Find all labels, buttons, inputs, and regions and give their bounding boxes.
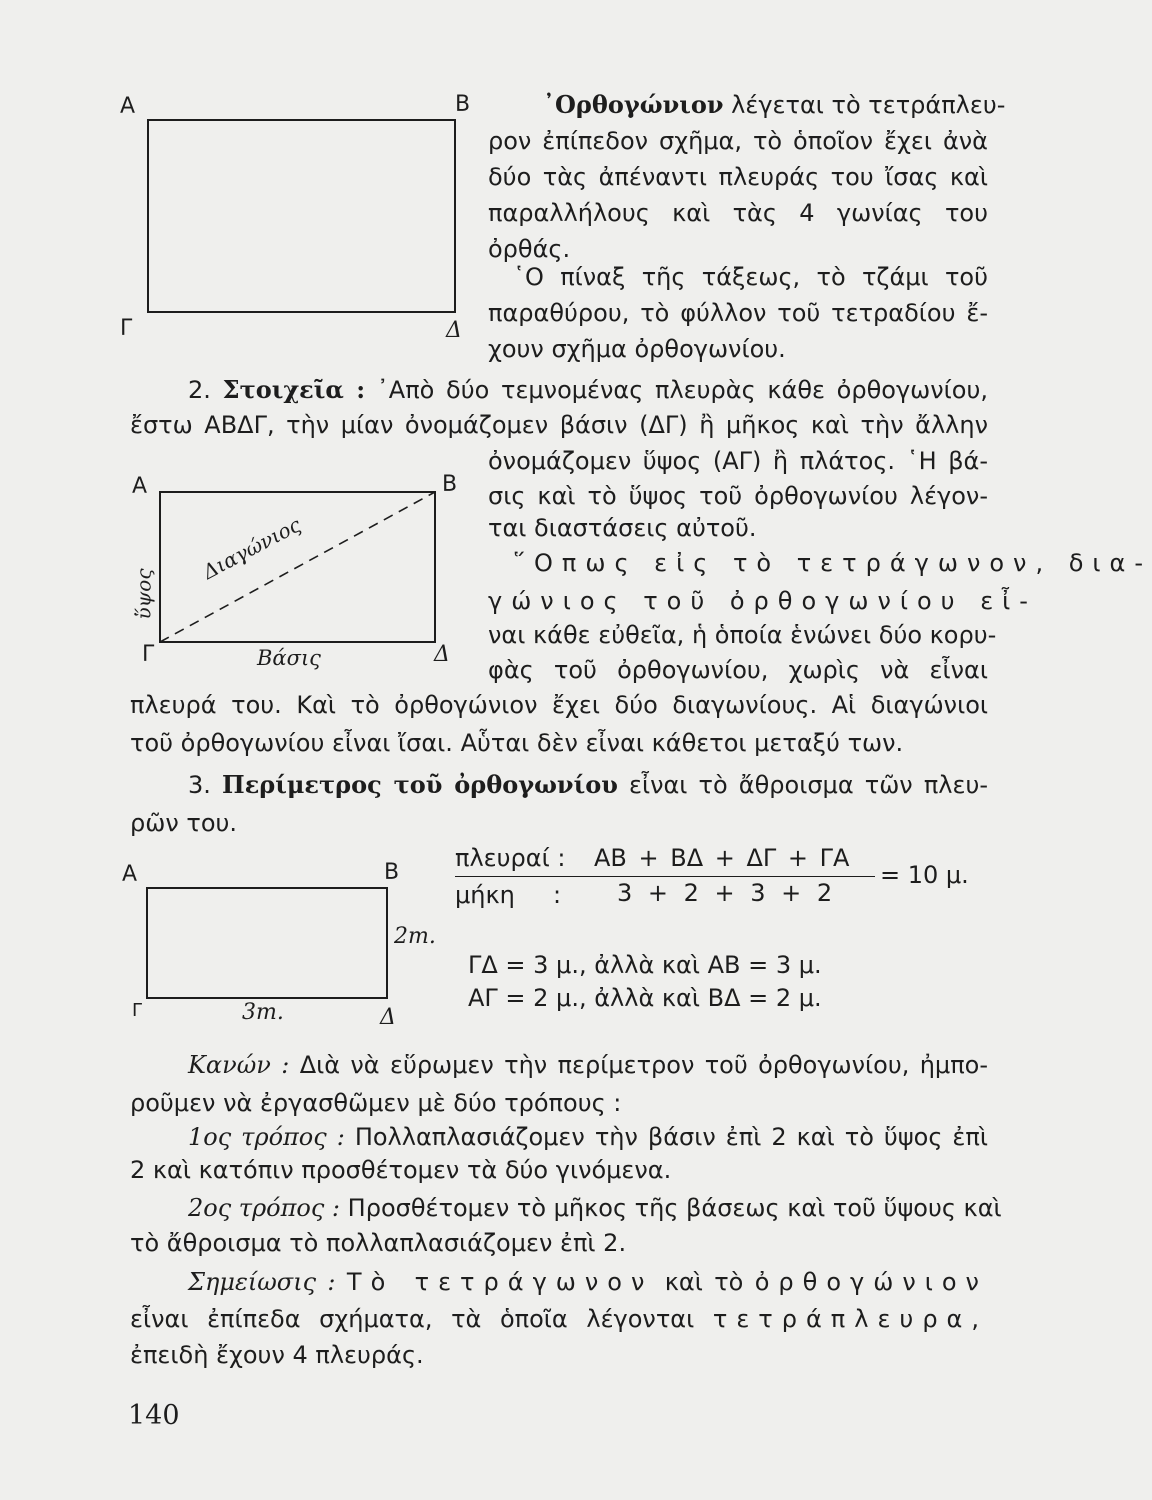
- note-line-1: [188, 1267, 988, 1297]
- para2-line-11: τοῦ ὀρθογωνίου εἶναι ἴσαι. Αὗται δὲν εἶναι κάθετοι μεταξύ των.: [130, 729, 904, 757]
- formula-row1-label: πλευραί :: [455, 844, 566, 872]
- height-label: ὕψος: [131, 568, 156, 620]
- method2-label: 2ος τρόπος :: [188, 1194, 341, 1222]
- para2-line-5: ται διαστάσεις αὐτοῦ.: [488, 514, 757, 542]
- formula-result: = 10 μ.: [880, 861, 969, 889]
- base-label: Βάσις: [257, 646, 321, 670]
- para2-line-4: σις καὶ τὸ ὕψος τοῦ ὀρθογωνίου λέγον-: [488, 482, 988, 510]
- side-height-label: 2m.: [394, 924, 436, 949]
- vertex-b-label: Β: [384, 860, 400, 885]
- para2-line-2: ἔστω ΑΒΔΓ, τὴν μίαν ὀνομάζομεν βάσιν (ΔΓ) ἢ μῆκος καὶ τὴν ἄλλην: [130, 411, 988, 439]
- para1-line-7: παραθύρου, τὸ φύλλον τοῦ τετραδίου ἔ-: [488, 299, 988, 327]
- method2-line-2: τὸ ἄθροισμα τὸ πολλαπλασιάζομεν ἐπὶ 2.: [130, 1229, 627, 1257]
- formula-row2-expr: 3 + 2 + 3 + 2: [617, 879, 833, 907]
- note-line-2: [130, 1304, 988, 1334]
- term-perimetros: Περίμετρος τοῦ ὀρθογωνίου: [222, 770, 618, 799]
- text: Τὸ τετράγωνον: [346, 1268, 654, 1296]
- vertex-d-label: Δ: [446, 318, 462, 343]
- figure-rectangle-1: [110, 88, 480, 348]
- para2-line-8: ναι κάθε εὐθεῖα, ἡ ὁποία ἑνώνει δύο κορυ-: [488, 621, 997, 649]
- vertex-a-label: Α: [120, 94, 136, 119]
- text: καὶ τὸ: [664, 1268, 744, 1296]
- vertex-g-label: Γ: [120, 316, 133, 341]
- text: εἶναι τὸ ἄθροισμα τῶν πλευ-: [628, 771, 988, 799]
- para1-line-6: ῾Ο πίναξ τῆς τάξεως, τὸ τζάμι τοῦ: [513, 263, 988, 291]
- text: λέγεται τὸ τετράπλευ-: [731, 91, 1006, 119]
- para1-line-4: παραλλήλους καὶ τὰς 4 γωνίας του: [488, 199, 988, 227]
- vertex-b-label: Β: [455, 92, 471, 117]
- vertex-a-label: Α: [132, 474, 148, 499]
- text: ᾿Απὸ δύο τεμνομένας πλευρὰς κάθε ὀρθογωνίου,: [376, 376, 988, 404]
- text: Διὰ νὰ εὕρωμεν τὴν περίμετρον τοῦ ὀρθογωνίου, ἠμπο-: [299, 1051, 988, 1079]
- vertex-a-label: Α: [122, 862, 138, 887]
- vertex-d-label: Δ: [434, 642, 450, 667]
- para3-line-2: ρῶν του.: [130, 809, 238, 837]
- para1-line-3: δύο τὰς ἀπέναντι πλευράς του ἴσας καὶ: [488, 163, 988, 191]
- formula-row2-colon: :: [553, 881, 562, 909]
- formula-row2-label: μήκη: [455, 881, 515, 909]
- para1-line-5: ὀρθάς.: [488, 235, 571, 263]
- method2-line-1: [188, 1193, 1002, 1223]
- page-number: 140: [128, 1400, 180, 1431]
- formula-row1-expr: ΑΒ + ΒΔ + ΔΓ + ΓΑ: [594, 844, 850, 872]
- section-number: 3.: [188, 771, 211, 799]
- method1-line-1: [188, 1122, 988, 1152]
- para2-line-6: ῞Οπως εἰς τὸ τετράγωνον, δια-: [513, 549, 1152, 577]
- figure-rectangle-3: [112, 860, 442, 1040]
- rectangle-1-drawing: [110, 88, 480, 348]
- section-number: 2.: [188, 376, 211, 404]
- rule-label: Κανών :: [188, 1051, 290, 1079]
- rule-line-2: ροῦμεν νὰ ἐργασθῶμεν μὲ δύο τρόπους :: [130, 1089, 622, 1117]
- para2-line-10: πλευρά του. Καὶ τὸ ὀρθογώνιον ἔχει δύο διαγωνίους. Αἱ διαγώνιοι: [130, 691, 988, 719]
- formula-eq-1: ΓΔ = 3 μ., ἀλλὰ καὶ ΑΒ = 3 μ.: [468, 951, 822, 979]
- fraction-bar: [455, 876, 875, 877]
- text: τετράπλευρα,: [712, 1305, 988, 1333]
- text: ὀρθογώνιον: [754, 1268, 988, 1296]
- term-orthogonion: ᾿Ορθογώνιον: [543, 90, 724, 119]
- text: Προσθέτομεν τὸ μῆκος τῆς βάσεως καὶ τοῦ ὕψους καὶ: [347, 1194, 1002, 1222]
- para2-line-7: γώνιος τοῦ ὀρθογωνίου εἶ-: [488, 587, 1037, 615]
- method1-label: 1ος τρόπος :: [188, 1123, 345, 1151]
- term-stoixeia: Στοιχεῖα :: [222, 375, 366, 404]
- formula-eq-2: ΑΓ = 2 μ., ἀλλὰ καὶ ΒΔ = 2 μ.: [468, 984, 822, 1012]
- para1-line-8: χουν σχῆμα ὀρθογωνίου.: [488, 335, 786, 363]
- vertex-d-label: Δ: [380, 1005, 396, 1030]
- para2-line-9: φὰς τοῦ ὀρθογωνίου, χωρὶς νὰ εἶναι: [488, 656, 988, 684]
- method1-line-2: 2 καὶ κατόπιν προσθέτομεν τὰ δύο γινόμενα.: [130, 1156, 672, 1184]
- vertex-g-label: Γ: [142, 642, 155, 667]
- figure-rectangle-2: [112, 470, 482, 685]
- vertex-b-label: Β: [442, 472, 458, 497]
- text: εἶναι ἐπίπεδα σχήματα, τὰ ὁποῖα λέγονται: [130, 1305, 695, 1333]
- rule-line-1: [188, 1050, 988, 1080]
- para2-line-1: [188, 375, 988, 405]
- side-base-label: 3m.: [242, 1000, 284, 1025]
- para1-line-2: ρον ἐπίπεδον σχῆμα, τὸ ὁποῖον ἔχει ἀνὰ: [488, 127, 988, 155]
- para2-line-3: ὀνομάζομεν ὕψος (ΑΓ) ἢ πλάτος. ῾Η βά-: [488, 447, 988, 475]
- note-line-3: ἐπειδὴ ἔχουν 4 πλευράς.: [130, 1341, 424, 1369]
- diagonal-label: Διαγώνιος: [198, 512, 305, 584]
- text: Πολλαπλασιάζομεν τὴν βάσιν ἐπὶ 2 καὶ τὸ ὕψος ἐπὶ: [354, 1123, 988, 1151]
- para3-line-1: [188, 770, 988, 800]
- note-label: Σημείωσις :: [188, 1268, 336, 1296]
- para1-line-1: [543, 90, 1006, 120]
- vertex-g-label: Γ: [132, 1000, 143, 1021]
